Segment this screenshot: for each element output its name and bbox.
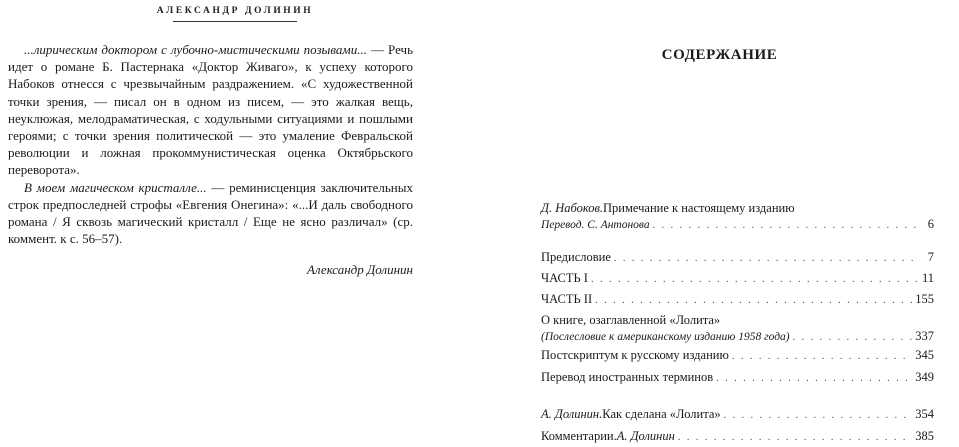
toc-entry-label: Как сделана «Лолита» [602, 407, 721, 421]
toc-entry-line [541, 406, 934, 424]
toc-entry-line [541, 216, 934, 234]
toc-entry-label: Перевод иностранных терминов [541, 370, 714, 384]
toc-entry[interactable] [541, 406, 934, 424]
note-body: — Речь идет о романе Б. Пастернака «Доктор Живаго», к успеху которого Набоков отнесся с чрезвычайным раздражением. «С художественной точки зрения, — писал он в одном из писем, — это жалкая вещь, неуклюжая, мелодраматическая, с ходульными ситуациями и пошлыми героями; с точки зрения политической — это умаление Февральской революции и ложная прокоммунистическая оценка Октябрьского переворота». [8, 42, 413, 178]
toc-entry-author: Д. Набоков. [541, 201, 604, 215]
toc-page-number: 11 [921, 271, 934, 285]
toc-leader-dots [793, 330, 913, 346]
toc-entry[interactable] [541, 347, 934, 365]
toc-entry-label: Предисловие [541, 250, 611, 264]
toc-leader-dots [678, 430, 912, 446]
toc-page-number: 349 [915, 370, 934, 384]
toc-entry[interactable] [541, 369, 934, 387]
toc-page-number: 385 [915, 429, 934, 443]
toc-entry-label: Примечание к настоящему изданию [603, 201, 795, 215]
toc-leader-dots [732, 349, 912, 365]
toc-entry-label: ЧАСТЬ II [541, 292, 593, 306]
toc-entry-line [541, 428, 934, 446]
toc-entry[interactable] [541, 249, 934, 267]
toc-entry-label: Постскриптум к русскому изданию [541, 348, 729, 362]
toc-entry-line [541, 369, 934, 387]
toc-leader-dots [653, 218, 917, 234]
note-paragraph [8, 41, 413, 179]
toc-entry[interactable] [541, 291, 934, 309]
right-page [480, 0, 959, 447]
toc-page-number: 7 [927, 250, 934, 264]
header-rule [173, 21, 297, 22]
toc-entry[interactable] [541, 428, 934, 446]
toc-page-number: 155 [915, 292, 934, 306]
toc-leader-dots [591, 272, 917, 288]
toc-entry-line [541, 347, 934, 365]
author-signature: Александр Долинин [306, 262, 413, 278]
toc-entry-label: Комментарии. [541, 429, 617, 443]
toc-entry[interactable] [541, 312, 934, 346]
note-paragraph [8, 179, 413, 248]
toc-entry-label: О книге, озаглавленной «Лолита» [541, 313, 721, 327]
running-header: АЛЕКСАНДР ДОЛИНИН [156, 6, 314, 16]
left-page [0, 0, 470, 447]
toc-leader-dots [595, 293, 912, 309]
toc-entry-line [541, 200, 934, 216]
note-lemma: В моем магическом кристалле... [24, 179, 207, 195]
toc-leader-dots [614, 251, 917, 267]
toc-entry[interactable] [541, 200, 934, 234]
toc-entry-translator: Перевод. С. Антонова [541, 219, 650, 231]
toc-entry-line [541, 249, 934, 267]
toc-entry-line [541, 270, 934, 288]
toc-title: СОДЕРЖАНИЕ [661, 47, 778, 63]
toc-page-number: 337 [915, 329, 934, 343]
toc-page-number: 6 [927, 217, 934, 231]
toc-entry-author: А. Долинин. [541, 407, 603, 421]
note-lemma: ...лирическим доктором с лубочно-мистическими позывами... [24, 42, 367, 57]
note-body: — реминисценция заключительных строк предпоследней строфы «Евгения Онегина»: «...И даль свободного романа / Я сквозь магический кристалл / Еще не ясно различал» (ср. коммент. к с. 56–57). [8, 179, 413, 247]
toc-entry-author: А. Долинин [616, 429, 675, 443]
toc-entry[interactable] [541, 270, 934, 288]
toc-page-number: 354 [915, 407, 934, 421]
toc-entry-subtitle: (Послесловие к американскому изданию 1958 года) [541, 331, 790, 343]
toc-leader-dots [716, 371, 912, 387]
toc-leader-dots [724, 408, 913, 424]
toc-page-number: 345 [915, 348, 934, 362]
toc-entry-label: ЧАСТЬ I [541, 271, 588, 285]
toc-entry-line [541, 328, 934, 346]
toc-entry-line [541, 312, 934, 328]
commentary-text [8, 41, 413, 279]
toc-entry-line [541, 291, 934, 309]
